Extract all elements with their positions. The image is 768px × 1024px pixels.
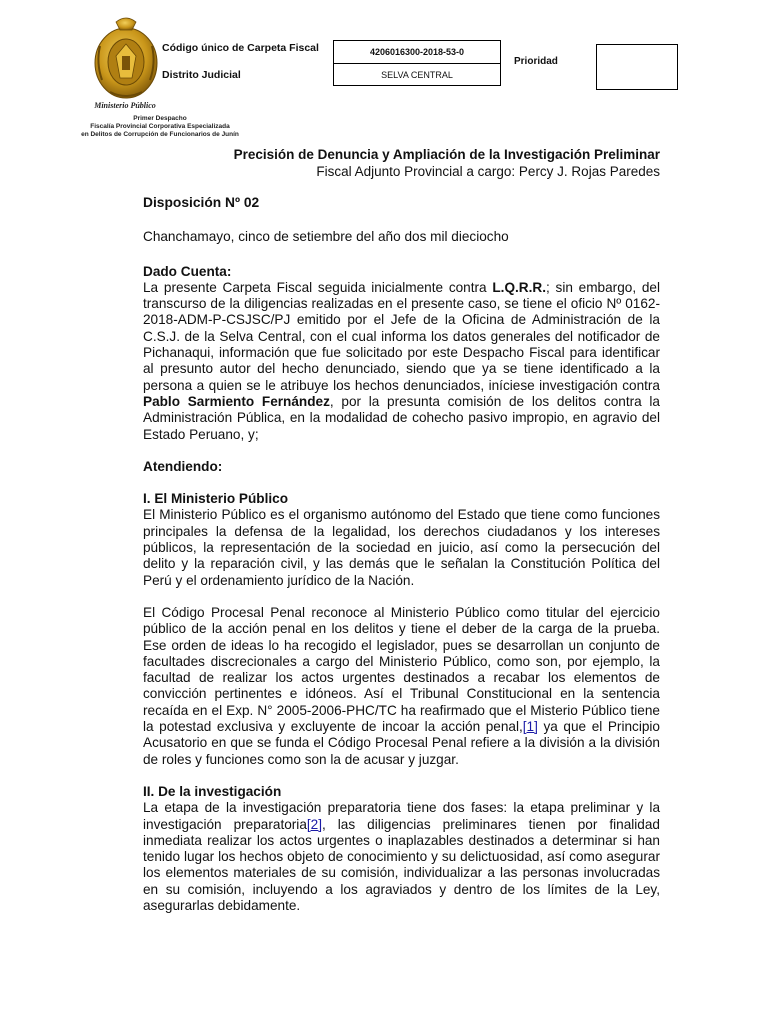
text-run: , las diligencias preliminares tienen por finalidad inmediata realizar los actos urgentes o inaplazables destinados a determinar si han tenido lugar los hechos objeto de conocimiento y su delictuosidad, así como asegurar los elementos materiales de su comisión, individualizar a las personas involucradas en su comisión, incluyendo a los agraviados y dentro de los límites de la Ley, asegurarlas debidamente. [143, 816, 660, 913]
document-title: Precisión de Denuncia y Ampliación de la Investigación Preliminar [233, 147, 660, 162]
text-run: ; sin embargo, del transcurso de la diligencias realizadas en el presente caso, se tiene el oficio Nº 0162-2018-ADM-P-CSJSC/PJ emitido por el Jefe de la Oficina de Administración de la C.S.J. de la Selva Central, con el cual informa los datos generales del notificador de Pichanaqui, información que fue solicitado por este Despacho Fiscal para identificar al presunto autor del hecho denunciado, siendo que ya se tiene identificado a la persona a quien se le atribuye los hechos denunciados, iníciese investigación contra [143, 279, 660, 393]
district-value: SELVA CENTRAL [381, 70, 453, 80]
section-1-heading: I. El Ministerio Público [143, 491, 289, 507]
text-run: La etapa de la investigación preparatoria tiene dos fases: la etapa preliminar y la investigación preparatoria [143, 800, 660, 832]
seal-caption: Ministerio Público [94, 101, 156, 110]
section-2-heading: II. De la investigación [143, 783, 282, 799]
office-line: en Delitos de Corrupción de Funcionarios de Junín [81, 131, 239, 138]
document-body [143, 195, 660, 914]
section-1-paragraph-1: El Ministerio Público es el organismo autónomo del Estado que tiene como funciones principales la defensa de la legalidad, los derechos ciudadanos y los intereses públicos, la representación de la sociedad en juicio, así como la persecución del delito y la reparación civil, y las demás que le señalan la Constitución Política del Perú y el ordenamiento jurídico de la Nación. [143, 507, 660, 588]
text-run: El Código Procesal Penal reconoce al Ministerio Público como titular del ejercicio público de la acción penal en los delitos y tiene el deber de la carga de la prueba. Ese orden de ideas lo ha recogido el legislador, pues se desarrollan un conjunto de facultades discrecionales a cargo del Ministerio Público, como son, por ejemplo, la facultad de realizar los actos urgentes destinados a recabar los elementos de convicción pertinentes e idóneos. Así el Tribunal Constitucional en la sentencia recaída en el Exp. N° 2005-2006-PHC/TC ha reafirmado que el Misterio Público tiene la potestad exclusiva y excluyente de incoar la acción penal, [143, 604, 660, 735]
case-number-label: Código único de Carpeta Fiscal [162, 42, 319, 54]
ministerio-publico-seal-icon [92, 16, 160, 100]
text-run: ya que el Principio Acusatorio en que se funda el Código Procesal Penal refiere a la división a la división de roles y funciones como son la de acusar y juzgar. [143, 719, 660, 767]
place-date: Chanchamayo, cinco de setiembre del año dos mil dieciocho [143, 229, 509, 245]
priority-label: Prioridad [514, 56, 558, 67]
text-run: , por la presunta comisión de los delitos contra la Administración Pública, en la modalidad de cohecho pasivo impropio, en agravio del Estado Peruano, y; [143, 393, 660, 442]
office-block [40, 115, 280, 139]
priority-box [596, 44, 678, 90]
district-label: Distrito Judicial [162, 69, 241, 81]
dado-cuenta-paragraph [143, 280, 660, 443]
footnote-link-1[interactable]: [1] [522, 719, 538, 735]
accused-name: Pablo Sarmiento Fernández [143, 393, 330, 409]
atendiendo-heading: Atendiendo: [143, 458, 223, 474]
dado-cuenta-heading: Dado Cuenta: [143, 263, 232, 279]
document-subtitle: Fiscal Adjunto Provincial a cargo: Percy J. Rojas Paredes [316, 164, 660, 179]
case-number-value: 4206016300-2018-53-0 [334, 41, 500, 64]
office-line: Fiscalía Provincial Corporativa Especializada [90, 123, 230, 130]
text-run: La presente Carpeta Fiscal seguida inicialmente contra [143, 279, 493, 295]
office-line: Primer Despacho [133, 115, 187, 122]
footnote-link-2[interactable]: [2] [306, 816, 323, 832]
case-info-box [333, 40, 501, 86]
section-1-paragraph-2 [143, 605, 660, 768]
section-2-paragraph [143, 800, 660, 914]
disposition-number: Disposición Nº 02 [143, 195, 260, 210]
accused-initials: L.Q.R.R. [492, 279, 546, 295]
